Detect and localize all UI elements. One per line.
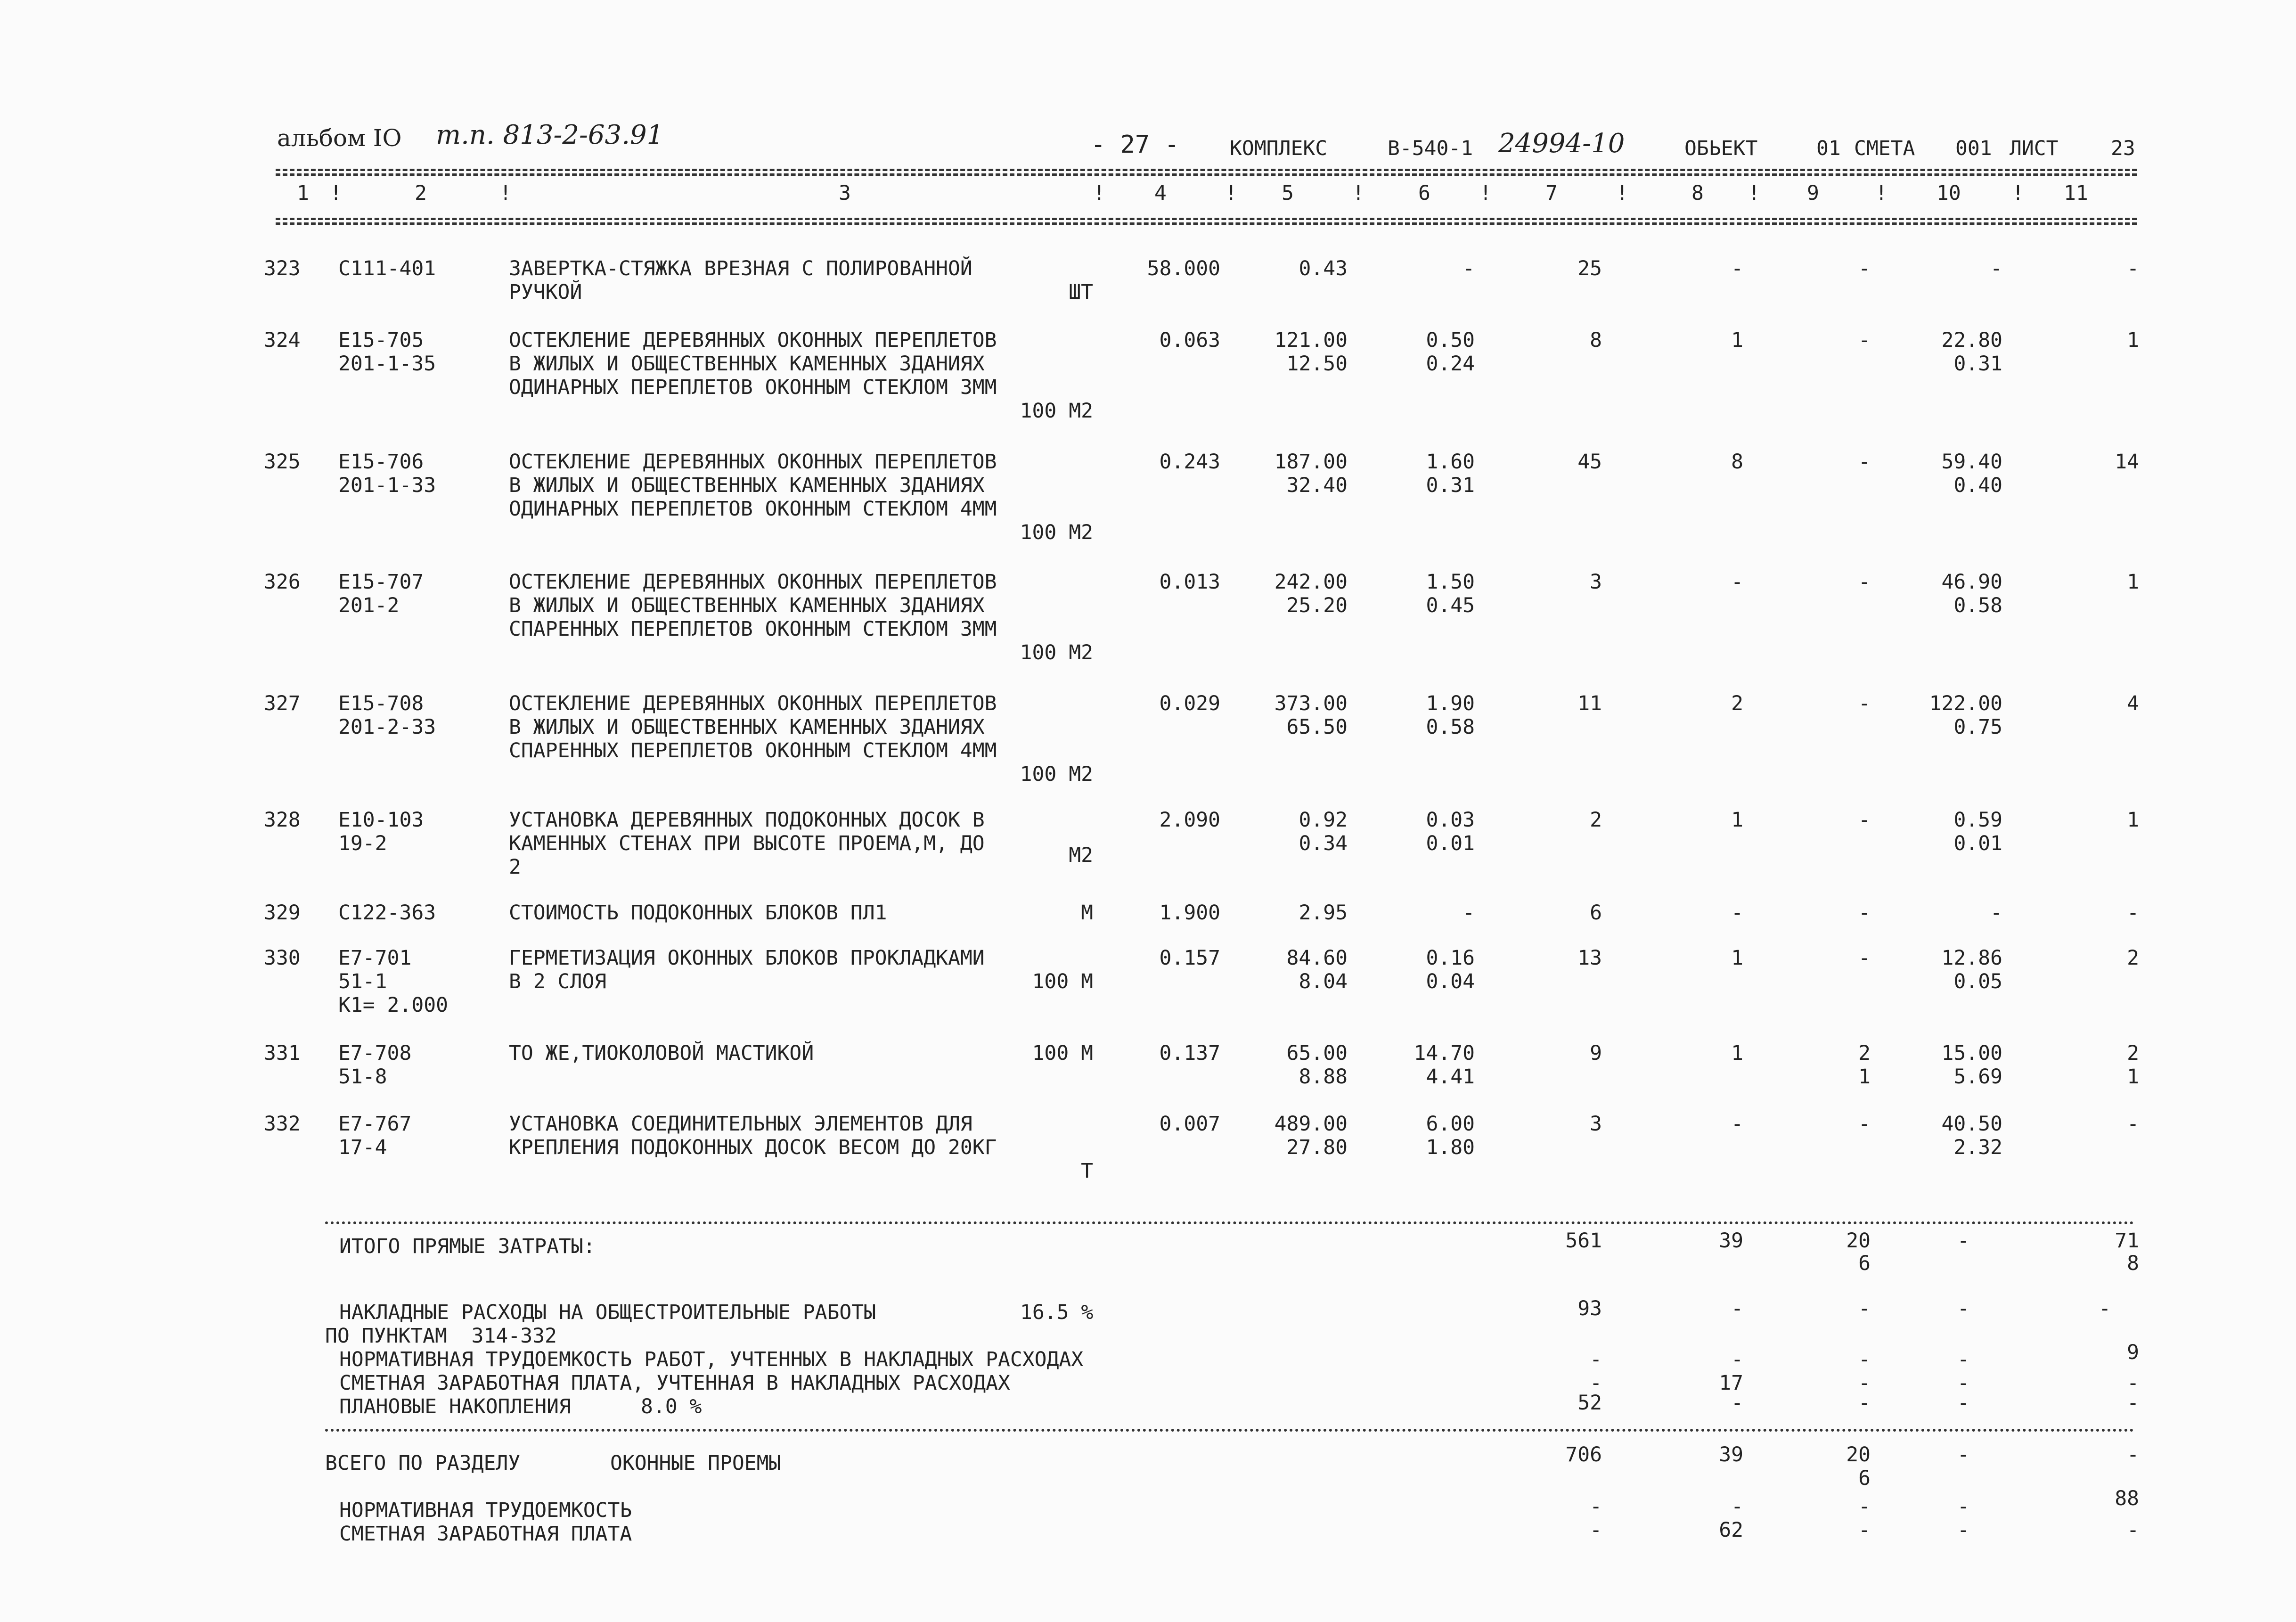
row-quantity: 1.900 [1159, 901, 1220, 925]
planned-rate: 8.0 % [641, 1395, 702, 1418]
project-code: т.п. 813-2-63.91 [436, 120, 664, 150]
norm-labor-oh-label: НОРМАТИВНАЯ ТРУДОЕМКОСТЬ РАБОТ, УЧТЕННЫХ В НАКЛАДНЫХ РАСХОДАХ [339, 1348, 1084, 1371]
row-col11: 1 [2127, 570, 2139, 594]
wage-oh-label: СМЕТНАЯ ЗАРАБОТНАЯ ПЛАТА, УЧТЕННАЯ В НАКЛАДНЫХ РАСХОДАХ [339, 1371, 1010, 1395]
row-col11: 1 [2127, 328, 2139, 352]
header-rule-top-2 [276, 173, 2137, 176]
row-code: Е7-701 [338, 946, 412, 970]
norm-labor-oh-c8: - [1731, 1348, 1743, 1371]
row-col5: 489.00 [1274, 1112, 1348, 1136]
row-quantity: 0.243 [1159, 450, 1220, 474]
column-separator: ! [1093, 181, 1105, 205]
row-quantity: 0.063 [1159, 328, 1220, 352]
row-col6: 1.50 [1426, 570, 1475, 594]
row-code: 51-8 [338, 1065, 387, 1089]
wage-oh-c7: - [1590, 1371, 1602, 1395]
row-code: Е15-706 [338, 450, 424, 474]
row-col9: - [1858, 1112, 1871, 1136]
total-direct-c9a: 20 [1846, 1229, 1871, 1253]
row-col11: 1 [2127, 1065, 2139, 1089]
row-col9: - [1858, 946, 1871, 970]
row-col6: - [1463, 257, 1475, 280]
row-col11: 2 [2127, 1041, 2139, 1065]
section-label: ВСЕГО ПО РАЗДЕЛУ [325, 1451, 521, 1475]
row-code: С122-363 [338, 901, 436, 925]
total-direct-c10: - [1957, 1229, 1969, 1253]
row-col10: 0.58 [1953, 594, 2002, 617]
row-description: ОДИНАРНЫХ ПЕРЕПЛЕТОВ ОКОННЫМ СТЕКЛОМ 4ММ [509, 497, 997, 521]
row-col6: 0.04 [1426, 970, 1475, 993]
norm-labor-oh-c9: - [1858, 1348, 1871, 1371]
row-unit: 100 М2 [1020, 521, 1093, 544]
row-col10: 12.86 [1941, 946, 2002, 970]
wage-oh-c8: 17 [1719, 1371, 1743, 1395]
row-code: 201-2 [338, 594, 400, 617]
row-col11: 4 [2127, 692, 2139, 715]
row-col10: 5.69 [1953, 1065, 2002, 1089]
row-col9: 2 [1858, 1041, 1871, 1065]
row-code: С111-401 [338, 257, 436, 280]
row-col9: - [1858, 328, 1871, 352]
column-separator: ! [1616, 181, 1628, 205]
complex-code: В-540-1 [1388, 137, 1473, 160]
row-description: ТО ЖЕ,ТИОКОЛОВОЙ МАСТИКОЙ [509, 1041, 814, 1065]
column-number: 4 [1154, 181, 1167, 205]
row-col7: 9 [1590, 1041, 1602, 1065]
column-number: 2 [415, 181, 427, 205]
row-col6: 0.24 [1426, 352, 1475, 376]
row-col10: 0.75 [1953, 715, 2002, 739]
row-col6: 6.00 [1426, 1112, 1475, 1136]
wage-label: СМЕТНАЯ ЗАРАБОТНАЯ ПЛАТА [339, 1522, 632, 1546]
total-direct-c7: 561 [1565, 1229, 1602, 1253]
wage-oh-c9: - [1858, 1371, 1871, 1395]
row-description: В ЖИЛЫХ И ОБЩЕСТВЕННЫХ КАМЕННЫХ ЗДАНИЯХ [509, 474, 985, 497]
row-unit: 100 М2 [1020, 641, 1093, 664]
row-col9: - [1858, 692, 1871, 715]
header-rule-top [276, 169, 2137, 171]
column-number: 3 [839, 181, 851, 205]
row-code: 201-2-33 [338, 715, 436, 739]
planned-c7: 52 [1577, 1391, 1602, 1415]
row-col5: 27.80 [1286, 1136, 1348, 1159]
norm-labor-oh-c7: - [1590, 1348, 1602, 1371]
section-c11: - [2127, 1443, 2139, 1466]
row-col9: - [1858, 901, 1871, 925]
row-unit: М [1081, 901, 1093, 925]
row-description: ОСТЕКЛЕНИЕ ДЕРЕВЯННЫХ ОКОННЫХ ПЕРЕПЛЕТОВ [509, 450, 997, 474]
row-col8: 2 [1731, 692, 1743, 715]
row-col10: 122.00 [1929, 692, 2002, 715]
row-col5: 0.43 [1299, 257, 1348, 280]
row-description: СПАРЕННЫХ ПЕРЕПЛЕТОВ ОКОННЫМ СТЕКЛОМ 4ММ [509, 739, 997, 762]
row-col8: 1 [1731, 946, 1743, 970]
row-code: 17-4 [338, 1136, 387, 1159]
row-description: УСТАНОВКА СОЕДИНИТЕЛЬНЫХ ЭЛЕМЕНТОВ ДЛЯ [509, 1112, 972, 1136]
row-col10: 0.01 [1953, 832, 2002, 855]
row-description: ГЕРМЕТИЗАЦИЯ ОКОННЫХ БЛОКОВ ПРОКЛАДКАМИ [509, 946, 985, 970]
row-description: 2 [509, 855, 521, 879]
header-rule-bottom-2 [276, 222, 2137, 225]
section-c9a: 20 [1846, 1443, 1871, 1466]
column-number: 11 [2064, 181, 2088, 205]
row-col6: 1.80 [1426, 1136, 1475, 1159]
row-col10: - [1990, 257, 2002, 280]
handwritten-code: 24994-10 [1498, 128, 1625, 159]
overhead-c9: - [1858, 1297, 1871, 1320]
planned-label: ПЛАНОВЫЕ НАКОПЛЕНИЯ [339, 1395, 571, 1418]
row-description: ОДИНАРНЫХ ПЕРЕПЛЕТОВ ОКОННЫМ СТЕКЛОМ 3ММ [509, 376, 997, 399]
row-quantity: 2.090 [1159, 808, 1220, 832]
wage-c7: - [1590, 1518, 1602, 1542]
row-col11: - [2127, 1112, 2139, 1136]
column-separator: ! [1875, 181, 1887, 205]
row-number: 326 [264, 570, 301, 594]
row-col6: - [1463, 901, 1475, 925]
row-description: ОСТЕКЛЕНИЕ ДЕРЕВЯННЫХ ОКОННЫХ ПЕРЕПЛЕТОВ [509, 328, 997, 352]
row-col11: 1 [2127, 808, 2139, 832]
row-number: 329 [264, 901, 301, 925]
wage-oh-c10: - [1957, 1371, 1969, 1395]
column-separator: ! [1352, 181, 1365, 205]
column-separator: ! [499, 181, 512, 205]
row-col9: 1 [1858, 1065, 1871, 1089]
column-number: 8 [1691, 181, 1704, 205]
smeta-label: СМЕТА [1854, 137, 1915, 160]
row-code: Е7-708 [338, 1041, 412, 1065]
album-label: альбом IO [277, 124, 402, 152]
row-unit: 100 М [1032, 970, 1093, 993]
row-col5: 65.00 [1286, 1041, 1348, 1065]
planned-c10: - [1957, 1391, 1969, 1415]
row-col7: 8 [1590, 328, 1602, 352]
row-col5: 0.92 [1299, 808, 1348, 832]
row-quantity: 0.157 [1159, 946, 1220, 970]
row-unit: 100 М [1032, 1041, 1093, 1065]
row-col5: 12.50 [1286, 352, 1348, 376]
row-unit: 100 М2 [1020, 762, 1093, 786]
row-description: СТОИМОСТЬ ПОДОКОННЫХ БЛОКОВ ПЛ1 [509, 901, 887, 925]
row-number: 327 [264, 692, 301, 715]
row-col10: 15.00 [1941, 1041, 2002, 1065]
row-col10: 46.90 [1941, 570, 2002, 594]
row-col9: - [1858, 450, 1871, 474]
section-name: ОКОННЫЕ ПРОЕМЫ [610, 1451, 781, 1475]
row-col9: - [1858, 570, 1871, 594]
row-col5: 2.95 [1299, 901, 1348, 925]
column-number: 7 [1545, 181, 1558, 205]
object-value: 01 [1816, 137, 1841, 160]
overhead-rate: 16.5 % [1020, 1301, 1094, 1324]
row-col8: 8 [1731, 450, 1743, 474]
row-col5: 32.40 [1286, 474, 1348, 497]
row-col6: 0.50 [1426, 328, 1475, 352]
planned-c9: - [1858, 1391, 1871, 1415]
overhead-c10: - [1957, 1297, 1969, 1320]
row-unit: 100 М2 [1020, 399, 1093, 423]
row-quantity: 0.137 [1159, 1041, 1220, 1065]
row-col7: 11 [1577, 692, 1602, 715]
by-items-label: ПО ПУНКТАМ 314-332 [325, 1324, 557, 1348]
row-code: 51-1 [338, 970, 387, 993]
norm-labor-oh-c10: - [1957, 1348, 1969, 1371]
row-code: Е15-707 [338, 570, 424, 594]
overhead-c8: - [1731, 1297, 1743, 1320]
smeta-value: 001 [1955, 137, 1992, 160]
overhead-label: НАКЛАДНЫЕ РАСХОДЫ НА ОБЩЕСТРОИТЕЛЬНЫЕ РАБОТЫ [339, 1301, 876, 1324]
row-code: 201-1-33 [338, 474, 436, 497]
row-col9: - [1858, 257, 1871, 280]
overhead-c11: - [2099, 1297, 2111, 1320]
row-col11: 2 [2127, 946, 2139, 970]
wage-c10: - [1957, 1518, 1969, 1542]
row-col5: 121.00 [1274, 328, 1348, 352]
totals-rule [325, 1221, 2134, 1224]
row-col6: 1.90 [1426, 692, 1475, 715]
row-description: КРЕПЛЕНИЯ ПОДОКОННЫХ ДОСОК ВЕСОМ ДО 20КГ [509, 1136, 997, 1159]
section-rule [325, 1429, 2134, 1432]
total-direct-c9b: 6 [1858, 1252, 1871, 1275]
row-col5: 8.88 [1299, 1065, 1348, 1089]
row-description: УСТАНОВКА ДЕРЕВЯННЫХ ПОДОКОННЫХ ДОСОК В [509, 808, 985, 832]
row-description: ЗАВЕРТКА-СТЯЖКА ВРЕЗНАЯ С ПОЛИРОВАННОЙ [509, 257, 972, 280]
row-unit: ШТ [1069, 280, 1093, 304]
row-col7: 3 [1590, 1112, 1602, 1136]
row-col10: 0.05 [1953, 970, 2002, 993]
row-description: В ЖИЛЫХ И ОБЩЕСТВЕННЫХ КАМЕННЫХ ЗДАНИЯХ [509, 594, 985, 617]
column-separator: ! [1479, 181, 1492, 205]
row-code: 19-2 [338, 832, 387, 855]
row-col10: 2.32 [1953, 1136, 2002, 1159]
header-rule-bottom [276, 218, 2137, 220]
norm-labor-c11: 88 [2115, 1487, 2139, 1510]
row-unit: М2 [1069, 844, 1093, 867]
row-col8: - [1731, 570, 1743, 594]
row-number: 331 [264, 1041, 301, 1065]
row-col5: 65.50 [1286, 715, 1348, 739]
row-col5: 187.00 [1274, 450, 1348, 474]
row-col6: 0.31 [1426, 474, 1475, 497]
column-number: 1 [297, 181, 309, 205]
total-direct-c8: 39 [1719, 1229, 1743, 1253]
sheet-label: ЛИСТ [2010, 137, 2059, 160]
row-code: Е15-708 [338, 692, 424, 715]
row-col5: 84.60 [1286, 946, 1348, 970]
row-col9: - [1858, 808, 1871, 832]
total-direct-c11b: 8 [2127, 1252, 2139, 1275]
row-number: 330 [264, 946, 301, 970]
row-description: В ЖИЛЫХ И ОБЩЕСТВЕННЫХ КАМЕННЫХ ЗДАНИЯХ [509, 715, 985, 739]
row-col8: - [1731, 901, 1743, 925]
row-col10: 40.50 [1941, 1112, 2002, 1136]
row-code: Е10-103 [338, 808, 424, 832]
row-description: В ЖИЛЫХ И ОБЩЕСТВЕННЫХ КАМЕННЫХ ЗДАНИЯХ [509, 352, 985, 376]
norm-labor-c8: - [1731, 1495, 1743, 1518]
row-number: 328 [264, 808, 301, 832]
row-col10: 0.59 [1953, 808, 2002, 832]
overhead-c7: 93 [1577, 1297, 1602, 1320]
norm-labor-label: НОРМАТИВНАЯ ТРУДОЕМКОСТЬ [339, 1499, 632, 1522]
row-col6: 1.60 [1426, 450, 1475, 474]
wage-oh-c11: - [2127, 1371, 2139, 1395]
row-col8: 1 [1731, 1041, 1743, 1065]
row-number: 323 [264, 257, 301, 280]
row-col10: 0.31 [1953, 352, 2002, 376]
complex-label: КОМПЛЕКС [1230, 137, 1328, 160]
row-col10: - [1990, 901, 2002, 925]
row-col7: 25 [1577, 257, 1602, 280]
total-direct-label: ИТОГО ПРЯМЫЕ ЗАТРАТЫ: [339, 1235, 596, 1258]
sheet-value: 23 [2111, 137, 2135, 160]
section-c8: 39 [1719, 1443, 1743, 1466]
row-col7: 13 [1577, 946, 1602, 970]
object-label: ОБЬЕКТ [1684, 137, 1758, 160]
row-col7: 2 [1590, 808, 1602, 832]
row-col6: 0.03 [1426, 808, 1475, 832]
row-col10: 0.40 [1953, 474, 2002, 497]
row-col5: 242.00 [1274, 570, 1348, 594]
row-unit: Т [1081, 1159, 1093, 1183]
norm-labor-oh-c11: 9 [2127, 1341, 2139, 1364]
row-col6: 0.01 [1426, 832, 1475, 855]
row-col7: 45 [1577, 450, 1602, 474]
row-number: 332 [264, 1112, 301, 1136]
row-col8: 1 [1731, 808, 1743, 832]
column-separator: ! [2012, 181, 2024, 205]
row-col6: 14.70 [1414, 1041, 1475, 1065]
row-col7: 3 [1590, 570, 1602, 594]
row-quantity: 58.000 [1147, 257, 1220, 280]
row-col6: 0.16 [1426, 946, 1475, 970]
row-col11: - [2127, 257, 2139, 280]
wage-c8: 62 [1719, 1518, 1743, 1542]
wage-c11: - [2127, 1518, 2139, 1542]
row-quantity: 0.029 [1159, 692, 1220, 715]
row-code: К1= 2.000 [338, 993, 448, 1017]
row-col5: 0.34 [1299, 832, 1348, 855]
row-code: Е15-705 [338, 328, 424, 352]
row-description: КАМЕННЫХ СТЕНАХ ПРИ ВЫСОТЕ ПРОЕМА,М, ДО [509, 832, 985, 855]
row-code: Е7-767 [338, 1112, 412, 1136]
row-col8: - [1731, 1112, 1743, 1136]
section-c9b: 6 [1858, 1466, 1871, 1490]
row-description: В 2 СЛОЯ [509, 970, 607, 993]
row-description: ОСТЕКЛЕНИЕ ДЕРЕВЯННЫХ ОКОННЫХ ПЕРЕПЛЕТОВ [509, 692, 997, 715]
row-col6: 0.58 [1426, 715, 1475, 739]
wage-c9: - [1858, 1518, 1871, 1542]
row-number: 324 [264, 328, 301, 352]
column-separator: ! [1225, 181, 1237, 205]
row-col8: 1 [1731, 328, 1743, 352]
row-col10: 59.40 [1941, 450, 2002, 474]
column-separator: ! [330, 181, 342, 205]
column-number: 10 [1936, 181, 1961, 205]
row-code: 201-1-35 [338, 352, 436, 376]
section-c7: 706 [1565, 1443, 1602, 1466]
column-number: 5 [1282, 181, 1294, 205]
section-c10: - [1957, 1443, 1969, 1466]
row-quantity: 0.013 [1159, 570, 1220, 594]
row-col5: 25.20 [1286, 594, 1348, 617]
row-quantity: 0.007 [1159, 1112, 1220, 1136]
row-description: ОСТЕКЛЕНИЕ ДЕРЕВЯННЫХ ОКОННЫХ ПЕРЕПЛЕТОВ [509, 570, 997, 594]
row-col7: 6 [1590, 901, 1602, 925]
row-col11: 14 [2115, 450, 2139, 474]
planned-c11: - [2127, 1391, 2139, 1415]
row-description: СПАРЕННЫХ ПЕРЕПЛЕТОВ ОКОННЫМ СТЕКЛОМ 3ММ [509, 617, 997, 641]
planned-c8: - [1731, 1391, 1743, 1415]
row-col6: 4.41 [1426, 1065, 1475, 1089]
total-direct-c11a: 71 [2115, 1229, 2139, 1253]
row-col8: - [1731, 257, 1743, 280]
norm-labor-c9: - [1858, 1495, 1871, 1518]
row-col11: - [2127, 901, 2139, 925]
column-separator: ! [1748, 181, 1760, 205]
column-number: 9 [1807, 181, 1819, 205]
row-col6: 0.45 [1426, 594, 1475, 617]
row-number: 325 [264, 450, 301, 474]
norm-labor-c7: - [1590, 1495, 1602, 1518]
row-col5: 8.04 [1299, 970, 1348, 993]
column-number: 6 [1418, 181, 1430, 205]
row-col10: 22.80 [1941, 328, 2002, 352]
page-number: - 27 - [1091, 131, 1179, 159]
row-col5: 373.00 [1274, 692, 1348, 715]
norm-labor-c10: - [1957, 1495, 1969, 1518]
row-description: РУЧКОЙ [509, 280, 582, 304]
